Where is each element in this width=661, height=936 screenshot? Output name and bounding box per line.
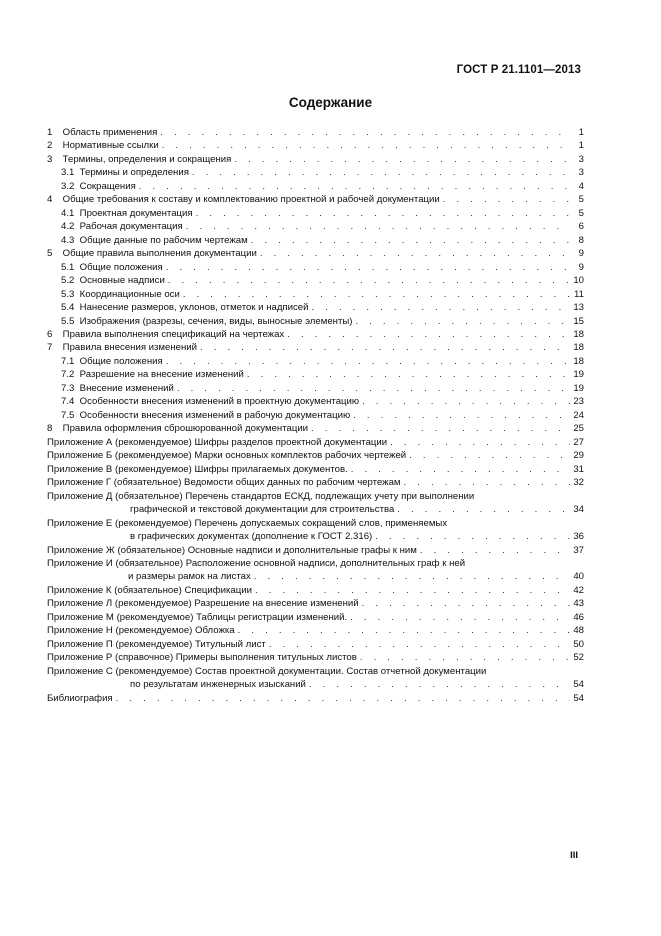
toc-appendix-continuation: графической и текстовой документации для строительства . . . 34 — [47, 503, 584, 516]
toc-appendix-line: Приложение И (обязательное) Расположение основной надписи, дополнительных граф к ней — [47, 558, 466, 569]
table-of-contents — [47, 126, 584, 705]
toc-entry[interactable]: 5 Общие правила выполнения документации . . . 9 — [47, 247, 584, 260]
toc-appendix-continuation: по результатам инженерных изысканий . . . 54 — [47, 678, 584, 691]
toc-appendix-zh[interactable]: Приложение Ж (обязательное) Основные надписи и дополнительные графы к ним . . . 37 — [47, 544, 584, 557]
toc-appendix-line: Приложение С (рекомендуемое) Состав проектной документации. Состав отчетной документации — [47, 665, 487, 677]
toc-entry[interactable]: 8 Правила оформления сброшюрованной документации . . . 25 — [47, 422, 584, 435]
toc-entry[interactable]: 5.1 Общие положения . . . 9 — [47, 261, 584, 274]
toc-entry[interactable]: 7.3 Внесение изменений . . . 19 — [47, 382, 584, 395]
toc-appendix-m[interactable]: Приложение М (рекомендуемое) Таблицы регистрации изменений. . . . 46 — [47, 611, 584, 624]
toc-entry[interactable]: 4.3 Общие данные по рабочим чертежам . . . 8 — [47, 234, 584, 247]
toc-appendix-r[interactable]: Приложение Р (справочное) Примеры выполнения титульных листов . . . 52 — [47, 651, 584, 664]
toc-appendix-p[interactable]: Приложение П (рекомендуемое) Титульный лист . . . 50 — [47, 638, 584, 651]
toc-entry[interactable]: 7.2 Разрешение на внесение изменений . . . 19 — [47, 368, 584, 381]
toc-entry[interactable]: 1 Область применения . . . 1 — [47, 126, 584, 139]
toc-appendix-b[interactable]: Приложение Б (рекомендуемое) Марки основных комплектов рабочих чертежей . . . 29 — [47, 449, 584, 462]
toc-appendix-k[interactable]: Приложение К (обязательное) Спецификации . . . 42 — [47, 584, 584, 597]
toc-entry[interactable]: 7 Правила внесения изменений . . . 18 — [47, 342, 584, 355]
toc-entry[interactable]: 7.5 Особенности внесения изменений в рабочую документацию . . . 24 — [47, 409, 584, 422]
toc-entry[interactable]: 5.3 Координационные оси . . . 11 — [47, 288, 584, 301]
toc-appendix-line: Приложение Д (обязательное) Перечень стандартов ЕСКД, подлежащих учету при выполнении — [47, 490, 475, 502]
toc-entry[interactable]: 7.4 Особенности внесения изменений в проектную документацию . . . 23 — [47, 395, 584, 408]
toc-entry[interactable]: 3 Термины, определения и сокращения . . . 3 — [47, 153, 584, 166]
page-title: Содержание — [288, 95, 373, 110]
toc-appendix-v[interactable]: Приложение В (рекомендуемое) Шифры прилагаемых документов. . . . 31 — [47, 463, 584, 476]
toc-entry[interactable]: 5.4 Нанесение размеров, уклонов, отметок и надписей . . . 13 — [47, 301, 584, 314]
toc-appendix-continuation: в графических документах (дополнение к ГОСТ 2.316) . . . 36 — [47, 530, 584, 543]
toc-entry[interactable]: 3.1 Термины и определения . . . 3 — [47, 166, 584, 179]
toc-appendix-l[interactable]: Приложение Л (рекомендуемое) Разрешение на внесение изменений . . . 43 — [47, 597, 584, 610]
toc-bibliography[interactable]: Библиография . . . 54 — [47, 692, 584, 705]
toc-entry[interactable]: 6 Правила выполнения спецификаций на чертежах . . . 18 — [47, 328, 584, 341]
toc-entry[interactable]: 4 Общие требования к составу и комплектованию проектной и рабочей документации . . . 5 — [47, 193, 584, 206]
toc-entry[interactable]: 2 Нормативные ссылки . . . 1 — [47, 139, 584, 152]
toc-appendix-continuation: и размеры рамок на листах . . . 40 — [47, 570, 584, 583]
toc-entry[interactable]: 4.1 Проектная документация . . . 5 — [47, 207, 584, 220]
toc-appendix-line: Приложение Е (рекомендуемое) Перечень допускаемых сокращений слов, применяемых — [47, 517, 448, 529]
toc-entry[interactable]: 5.5 Изображения (разрезы, сечения, виды, выносные элементы) . . . 15 — [47, 315, 584, 328]
toc-entry[interactable]: 3.2 Сокращения . . . 4 — [47, 180, 584, 193]
toc-appendix-s[interactable] — [47, 665, 584, 692]
toc-entry[interactable]: 7.1 Общие положения . . . 18 — [47, 355, 584, 368]
toc-appendix-d[interactable] — [47, 490, 584, 517]
toc-appendix-e[interactable] — [47, 517, 584, 544]
toc-entry[interactable]: 5.2 Основные надписи . . . 10 — [47, 274, 584, 287]
toc-appendix-i[interactable] — [47, 557, 584, 584]
toc-entry[interactable]: 4.2 Рабочая документация . . . 6 — [47, 220, 584, 233]
toc-appendix-n[interactable]: Приложение Н (рекомендуемое) Обложка . . . 48 — [47, 624, 584, 637]
document-code: ГОСТ Р 21.1101—2013 — [456, 64, 581, 76]
toc-appendix-a[interactable]: Приложение А (рекомендуемое) Шифры разделов проектной документации . . . 27 — [47, 436, 584, 449]
toc-appendix-g[interactable]: Приложение Г (обязательное) Ведомости общих данных по рабочим чертежам . . . 32 — [47, 476, 584, 489]
page-number: III — [570, 850, 578, 861]
